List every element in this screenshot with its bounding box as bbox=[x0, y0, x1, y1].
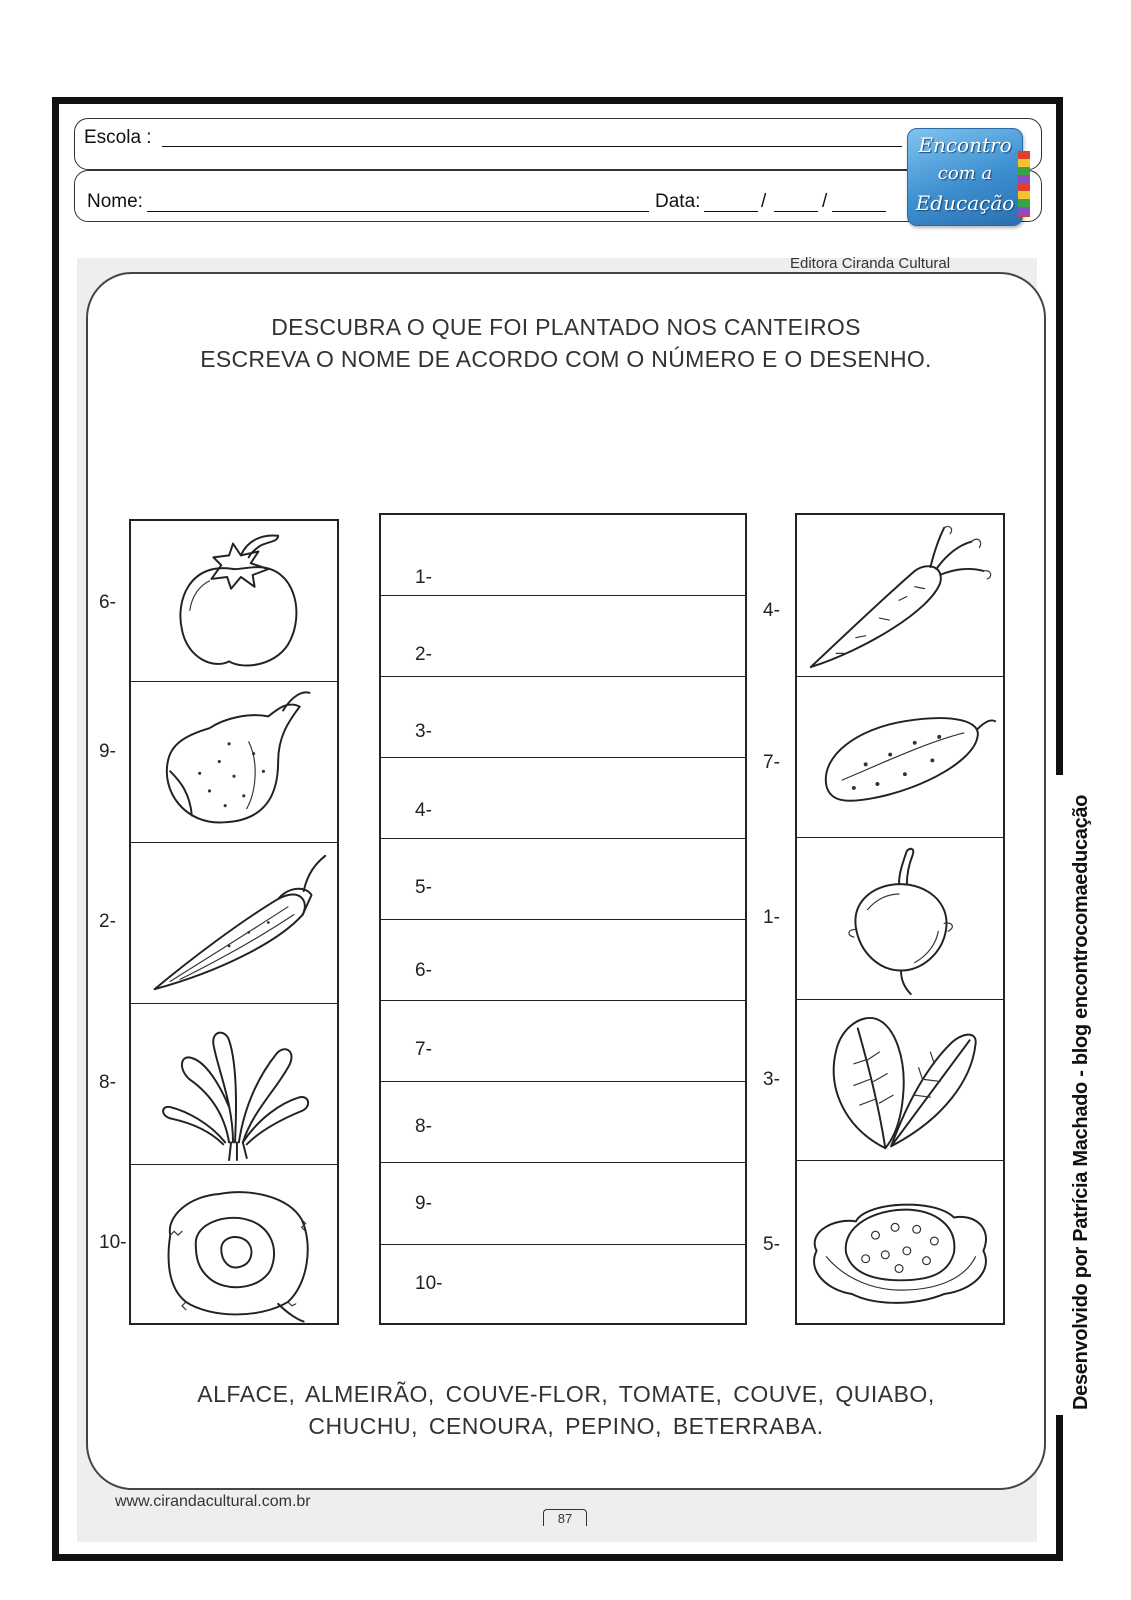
date-label: Data: bbox=[655, 191, 701, 212]
answer-row[interactable] bbox=[381, 596, 745, 677]
cucumber-icon bbox=[797, 677, 1003, 837]
answer-row-number: 6- bbox=[415, 960, 432, 981]
answer-column bbox=[379, 513, 747, 1325]
date-separator-2: / bbox=[822, 191, 828, 212]
lettuce-icon bbox=[131, 1165, 337, 1327]
okra-icon bbox=[131, 843, 337, 1003]
answer-row-number: 8- bbox=[415, 1116, 432, 1137]
chicory-icon bbox=[131, 1004, 337, 1164]
footer-url: www.cirandacultural.com.br bbox=[115, 1493, 311, 1510]
right-number-label: 4- bbox=[763, 600, 780, 621]
word-bank-line-2: CHUCHU, CENOURA, PEPINO, BETERRABA. bbox=[308, 1413, 824, 1439]
chayote-icon bbox=[131, 682, 337, 842]
school-input-line[interactable] bbox=[162, 146, 902, 147]
left-number-label: 2- bbox=[99, 911, 116, 932]
answer-row-number: 7- bbox=[415, 1039, 432, 1060]
picture-cell bbox=[131, 682, 337, 843]
publisher-credit: Editora Ciranda Cultural bbox=[790, 255, 951, 272]
answer-row-number: 3- bbox=[415, 721, 432, 742]
picture-cell bbox=[131, 843, 337, 1004]
school-field-box bbox=[74, 118, 1042, 170]
kale-icon bbox=[797, 1000, 1003, 1160]
picture-cell bbox=[797, 515, 1003, 677]
logo-line-1: Encontro bbox=[918, 133, 1012, 157]
instruction-line-1: DESCUBRA O QUE FOI PLANTADO NOS CANTEIROS bbox=[271, 314, 861, 340]
picture-cell bbox=[797, 677, 1003, 838]
answer-row[interactable] bbox=[381, 1082, 745, 1163]
carrot-icon bbox=[797, 515, 1003, 676]
picture-cell bbox=[131, 1165, 337, 1327]
answer-row[interactable] bbox=[381, 920, 745, 1001]
left-number-label: 6- bbox=[99, 592, 116, 613]
date-separator-1: / bbox=[761, 191, 767, 212]
left-number-label: 10- bbox=[99, 1232, 127, 1253]
left-picture-column bbox=[129, 519, 339, 1325]
answer-row[interactable] bbox=[381, 758, 745, 839]
left-number-label: 8- bbox=[99, 1072, 116, 1093]
instruction-line-2: ESCREVA O NOME DE ACORDO COM O NÚMERO E O DESENHO. bbox=[200, 346, 932, 372]
name-input-line[interactable] bbox=[147, 211, 649, 212]
answer-row[interactable] bbox=[381, 1245, 745, 1327]
date-month-line[interactable] bbox=[774, 211, 818, 212]
date-day-line[interactable] bbox=[704, 211, 758, 212]
right-number-label: 7- bbox=[763, 752, 780, 773]
word-bank-line-1: ALFACE, ALMEIRÃO, COUVE-FLOR, TOMATE, COUVE, QUIABO, bbox=[197, 1381, 935, 1407]
side-credit-background bbox=[1053, 775, 1063, 1415]
picture-cell bbox=[131, 521, 337, 682]
side-credit: Desenvolvido por Patrícia Machado - blog encontrocomaeducação bbox=[1070, 794, 1092, 1410]
answer-row-number: 10- bbox=[415, 1273, 443, 1294]
right-picture-column bbox=[795, 513, 1005, 1325]
logo-line-2: com a bbox=[937, 163, 993, 184]
answer-row[interactable] bbox=[381, 839, 745, 920]
picture-cell bbox=[797, 1161, 1003, 1327]
answer-row-number: 5- bbox=[415, 877, 432, 898]
left-number-label: 9- bbox=[99, 741, 116, 762]
right-number-label: 3- bbox=[763, 1069, 780, 1090]
right-number-label: 5- bbox=[763, 1234, 780, 1255]
encontro-logo bbox=[907, 128, 1023, 226]
answer-row-number: 2- bbox=[415, 644, 432, 665]
logo-line-3: Educação bbox=[915, 191, 1015, 215]
answer-row-number: 9- bbox=[415, 1193, 432, 1214]
beet-icon bbox=[797, 838, 1003, 999]
answer-row[interactable] bbox=[381, 677, 745, 758]
answer-row[interactable] bbox=[381, 515, 745, 596]
right-number-label: 1- bbox=[763, 907, 780, 928]
answer-row-number: 4- bbox=[415, 800, 432, 821]
books-icon bbox=[1018, 151, 1030, 217]
page-number: 87 bbox=[543, 1509, 587, 1526]
cauliflower-icon bbox=[797, 1161, 1003, 1327]
answer-row[interactable] bbox=[381, 1001, 745, 1082]
school-label: Escola : bbox=[84, 127, 152, 148]
name-date-field-box bbox=[74, 170, 1042, 222]
name-label: Nome: bbox=[87, 191, 143, 212]
answer-row-number: 1- bbox=[415, 567, 432, 588]
date-year-line[interactable] bbox=[832, 211, 886, 212]
answer-row[interactable] bbox=[381, 1163, 745, 1245]
tomato-icon bbox=[131, 521, 337, 681]
picture-cell bbox=[797, 838, 1003, 1000]
picture-cell bbox=[131, 1004, 337, 1165]
picture-cell bbox=[797, 1000, 1003, 1161]
